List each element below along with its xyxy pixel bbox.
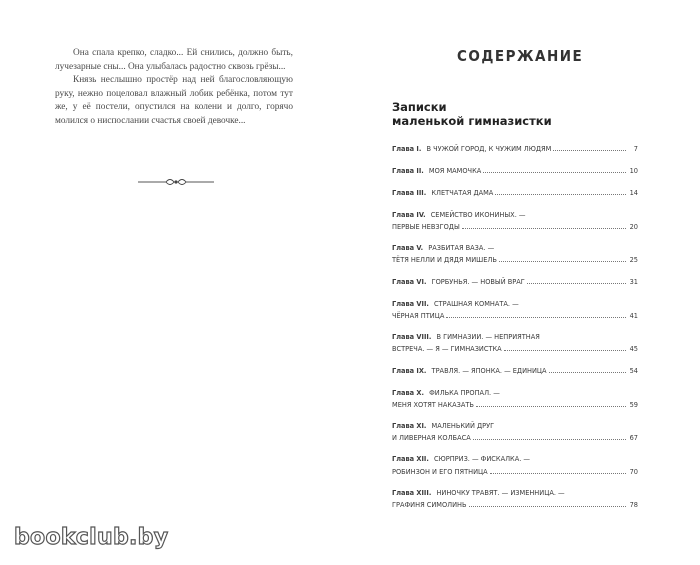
toc-entry-text: ТЁТЯ НЕЛЛИ И ДЯДЯ МИШЕЛЬ xyxy=(392,256,497,265)
toc-entry xyxy=(392,143,638,155)
toc-entry-line xyxy=(392,332,638,343)
toc-page-number: 67 xyxy=(629,434,638,443)
toc-entry-line xyxy=(392,399,638,411)
leader-dots xyxy=(504,343,626,351)
toc-entry-line xyxy=(392,143,638,155)
toc-entry xyxy=(392,210,638,233)
toc-entry-line xyxy=(392,421,638,432)
toc-page-number: 70 xyxy=(629,467,638,476)
toc-entry-text: Глава V. РАЗБИТАЯ ВАЗА. — xyxy=(392,244,495,253)
toc-entry-line xyxy=(392,365,638,377)
toc-page-number: 20 xyxy=(629,222,638,231)
toc-entry xyxy=(392,365,638,377)
toc-page-number: 25 xyxy=(629,256,638,265)
leader-dots xyxy=(549,365,626,373)
toc-entry-line xyxy=(392,210,638,221)
toc-entry-text: Глава VI. ГОРБУНЬЯ. — НОВЫЙ ВРАГ xyxy=(392,278,525,287)
paragraph-2: Князь неслышно простёр над ней благословляющую руку, нежно поцеловал влажный лобик ребёнка, потом тут же, у её постели, опустился на колени и долго, горячо молился о ниспослании счастья своей девочке... xyxy=(55,75,293,126)
toc-entry-text: Глава IX. ТРАВЛЯ. — ЯПОНКА. — ЕДИНИЦА xyxy=(392,367,547,376)
toc-entry-text: ПЕРВЫЕ НЕВЗГОДЫ xyxy=(392,222,460,231)
toc-entry-text: ЧЁРНАЯ ПТИЦА xyxy=(392,311,445,320)
toc-entry-text: Глава IV. СЕМЕЙСТВО ИКОНИНЫХ. — xyxy=(392,210,526,219)
toc-page-number: 78 xyxy=(629,501,638,510)
toc-page-number: 7 xyxy=(633,145,638,153)
toc-entry-text: Глава I. В ЧУЖОЙ ГОРОД, К ЧУЖИМ ЛЮДЯМ xyxy=(392,145,552,153)
toc-entry-text: РОБИНЗОН И ЕГО ПЯТНИЦА xyxy=(392,467,488,476)
toc-entry xyxy=(392,276,638,288)
toc-entry-text: Глава XIII. НИНОЧКУ ТРАВЯТ. — ИЗМЕННИЦА. — xyxy=(392,488,565,497)
toc-entry xyxy=(392,165,638,177)
toc-entry-line xyxy=(392,254,638,266)
leader-dots xyxy=(495,187,626,195)
section-title xyxy=(392,100,632,128)
toc-entry-line xyxy=(392,299,638,310)
leader-dots xyxy=(462,221,626,229)
toc-entry-text: МЕНЯ ХОТЯТ НАКАЗАТЬ xyxy=(392,400,474,409)
toc-page-number: 59 xyxy=(629,400,638,409)
toc-entry-line xyxy=(392,221,638,233)
leader-dots xyxy=(499,254,626,262)
toc-entry-line xyxy=(392,499,638,511)
toc-entry-text: Глава X. ФИЛЬКА ПРОПАЛ. — xyxy=(392,388,500,397)
toc-entry xyxy=(392,488,638,511)
toc-entry-line xyxy=(392,343,638,355)
toc-entry-text: Глава VII. СТРАШНАЯ КОМНАТА. — xyxy=(392,299,519,308)
leader-dots xyxy=(476,399,626,407)
toc-entry-text: Глава VIII. В ГИМНАЗИИ. — НЕПРИЯТНАЯ xyxy=(392,333,540,342)
leader-dots xyxy=(553,143,626,151)
toc-entry-line xyxy=(392,466,638,478)
toc-entry-line xyxy=(392,310,638,322)
toc-entry-line xyxy=(392,454,638,465)
toc-page-number: 41 xyxy=(629,311,638,320)
toc-entry xyxy=(392,243,638,266)
leader-dots xyxy=(483,165,626,173)
toc-page-number: 45 xyxy=(629,345,638,354)
toc-entry-line xyxy=(392,165,638,177)
toc-entry-line xyxy=(392,243,638,254)
toc-entry-line xyxy=(392,187,638,199)
toc-entry xyxy=(392,454,638,477)
toc-entry xyxy=(392,187,638,199)
section-title-line2: маленькой гимназистки xyxy=(392,114,552,128)
toc-entry-line xyxy=(392,488,638,499)
toc-title: СОДЕРЖАНИЕ xyxy=(457,47,584,65)
toc-entry xyxy=(392,332,638,355)
leader-dots xyxy=(473,432,626,440)
toc-entry-text: ВСТРЕЧА. — Я — ГИМНАЗИСТКА xyxy=(392,345,502,354)
toc-entry-text: Глава XI. МАЛЕНЬКИЙ ДРУГ xyxy=(392,422,495,431)
toc-entry-text: Глава XII. СЮРПРИЗ. — ФИСКАЛКА. — xyxy=(392,455,531,464)
left-page xyxy=(55,47,293,129)
toc-entry-text: Глава II. МОЯ МАМОЧКА xyxy=(392,167,482,176)
toc-entry xyxy=(392,299,638,322)
toc-entry-line xyxy=(392,388,638,399)
leader-dots xyxy=(446,310,626,318)
leader-dots xyxy=(527,276,626,284)
paragraph-1: Она спала крепко, сладко... Ей снились, должно быть, лучезарные сны... Она улыбалась радостно сквозь грёзы... xyxy=(55,48,293,72)
toc-entry-text: И ЛИВЕРНАЯ КОЛБАСА xyxy=(392,434,471,443)
toc-page-number: 10 xyxy=(629,167,638,176)
toc-page-number: 54 xyxy=(629,367,638,376)
section-title-line1: Записки xyxy=(392,100,447,114)
toc-list xyxy=(392,143,638,521)
leader-dots xyxy=(469,499,626,507)
toc-page-number: 14 xyxy=(629,189,638,198)
toc-entry-line xyxy=(392,276,638,288)
toc-entry xyxy=(392,421,638,444)
toc-page-number: 31 xyxy=(629,278,638,287)
leader-dots xyxy=(490,466,626,474)
toc-entry-text: ГРАФИНЯ СИМОЛИНЬ xyxy=(392,501,467,510)
watermark: bookclub.by xyxy=(14,525,169,550)
toc-entry-line xyxy=(392,432,638,444)
ornament-divider-icon xyxy=(136,175,216,189)
toc-entry xyxy=(392,388,638,411)
toc-entry-text: Глава III. КЛЕТЧАТАЯ ДАМА xyxy=(392,189,494,198)
